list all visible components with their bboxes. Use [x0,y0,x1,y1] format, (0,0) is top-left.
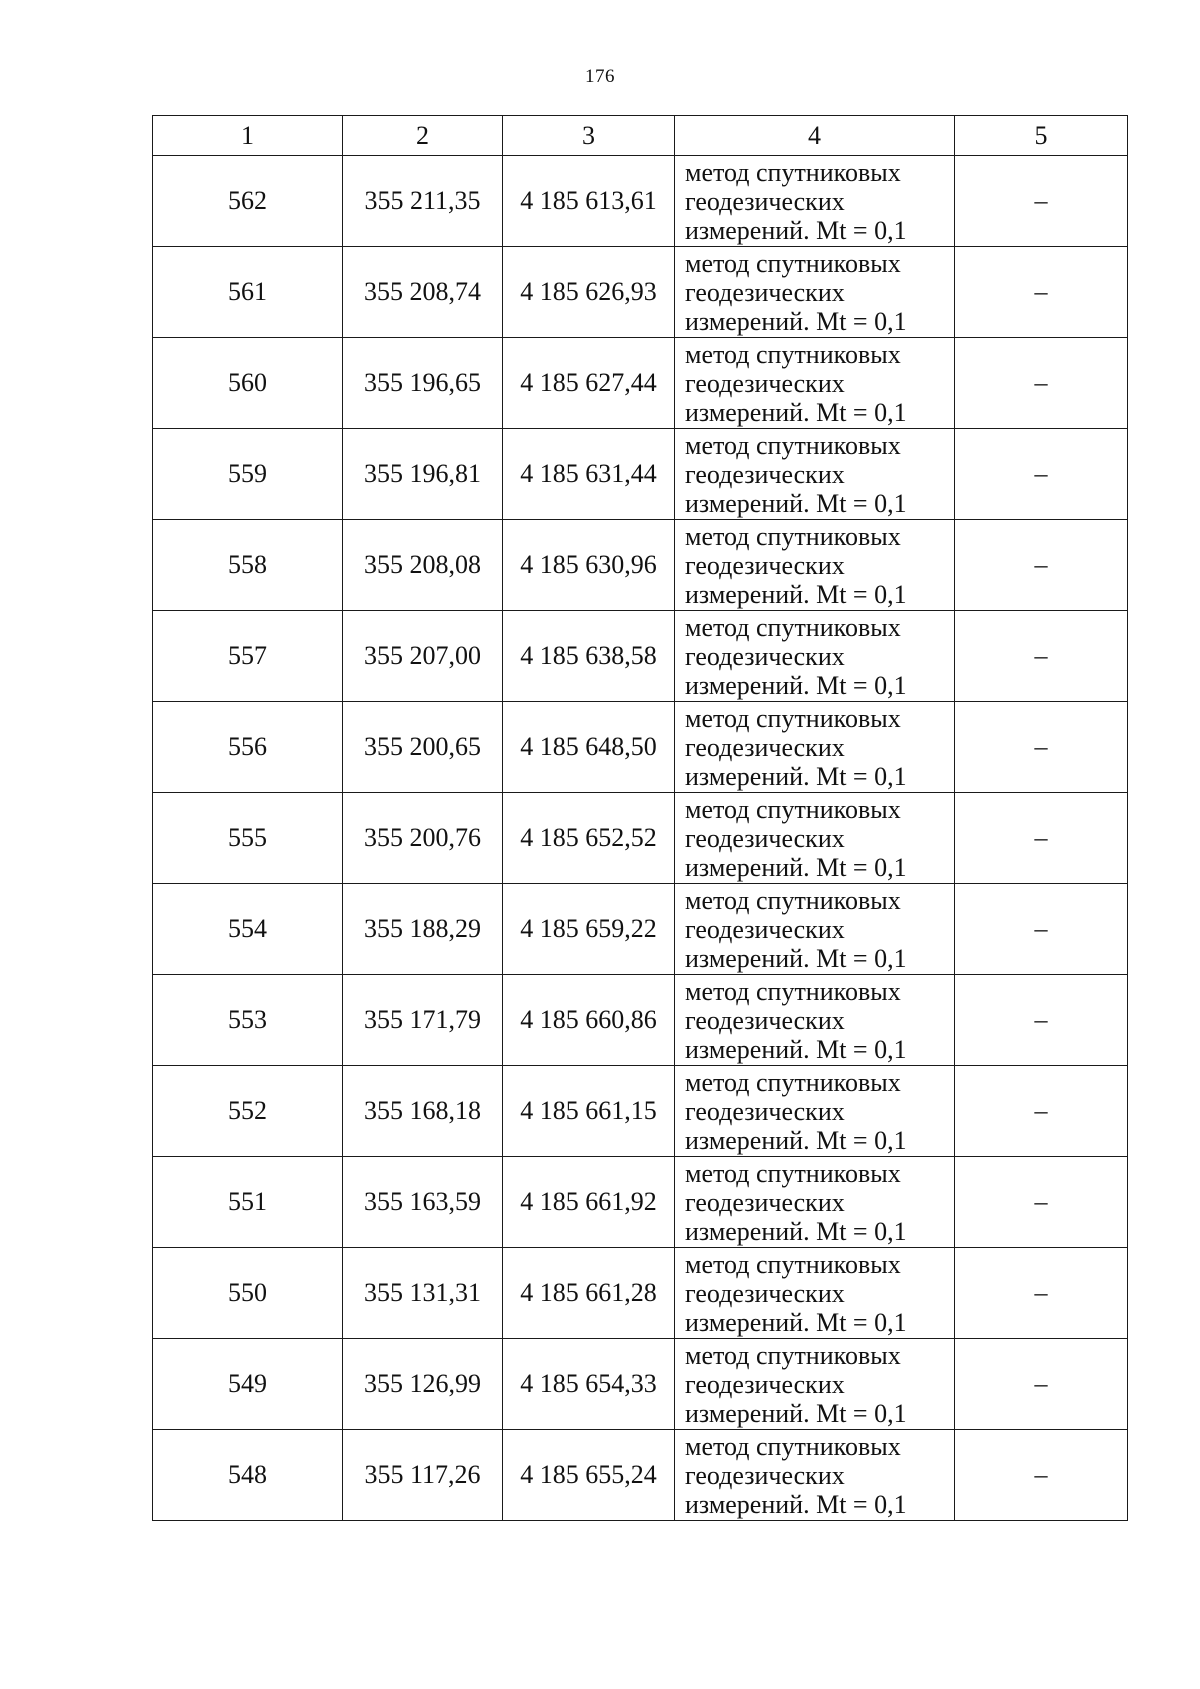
table-row [153,975,1128,1066]
method-line: геодезических [685,1096,845,1126]
y-coordinate-cell: 4 185 661,92 [503,1157,675,1248]
note-cell: – [955,793,1128,884]
method-line: геодезических [685,823,845,853]
method-line: геодезических [685,732,845,762]
method-line: метод спутниковых [685,339,901,369]
note-cell: – [955,156,1128,247]
note-cell: – [955,884,1128,975]
x-coordinate-cell: 355 200,76 [343,793,503,884]
y-coordinate-cell: 4 185 661,15 [503,1066,675,1157]
y-coordinate-cell: 4 185 626,93 [503,247,675,338]
method-line: метод спутниковых [685,1067,901,1097]
column-header-1: 1 [153,116,343,156]
table-row [153,429,1128,520]
point-number-cell: 558 [153,520,343,611]
note-cell: – [955,520,1128,611]
method-line: метод спутниковых [685,1249,901,1279]
y-coordinate-cell: 4 185 648,50 [503,702,675,793]
note-cell: – [955,1157,1128,1248]
table-row [153,247,1128,338]
point-number-cell: 554 [153,884,343,975]
y-coordinate-cell: 4 185 638,58 [503,611,675,702]
method-line: геодезических [685,1005,845,1035]
table-header-row [153,116,1128,156]
method-cell [675,1066,955,1157]
method-line: метод спутниковых [685,430,901,460]
point-number-cell: 562 [153,156,343,247]
method-cell [675,429,955,520]
method-line: метод спутниковых [685,703,901,733]
method-line: метод спутниковых [685,157,901,187]
method-line: метод спутниковых [685,1340,901,1370]
table-row [153,1248,1128,1339]
method-cell [675,1157,955,1248]
method-line: измерений. Mt = 0,1 [685,761,907,791]
point-number-cell: 549 [153,1339,343,1430]
x-coordinate-cell: 355 131,31 [343,1248,503,1339]
y-coordinate-cell: 4 185 661,28 [503,1248,675,1339]
point-number-cell: 556 [153,702,343,793]
column-header-5: 5 [955,116,1128,156]
method-line: геодезических [685,277,845,307]
method-line: метод спутниковых [685,1158,901,1188]
method-line: геодезических [685,459,845,489]
note-cell: – [955,975,1128,1066]
method-line: геодезических [685,1278,845,1308]
coordinates-table-container [152,115,1128,1521]
note-cell: – [955,1430,1128,1521]
method-line: измерений. Mt = 0,1 [685,852,907,882]
x-coordinate-cell: 355 117,26 [343,1430,503,1521]
method-line: измерений. Mt = 0,1 [685,1489,907,1519]
method-line: измерений. Mt = 0,1 [685,943,907,973]
method-cell [675,884,955,975]
method-line: метод спутниковых [685,248,901,278]
method-line: измерений. Mt = 0,1 [685,306,907,336]
note-cell: – [955,247,1128,338]
point-number-cell: 552 [153,1066,343,1157]
method-line: геодезических [685,368,845,398]
point-number-cell: 561 [153,247,343,338]
table-body [153,156,1128,1521]
x-coordinate-cell: 355 163,59 [343,1157,503,1248]
method-cell [675,520,955,611]
method-line: геодезических [685,641,845,671]
method-line: измерений. Mt = 0,1 [685,670,907,700]
table-row [153,1339,1128,1430]
x-coordinate-cell: 355 168,18 [343,1066,503,1157]
method-line: геодезических [685,186,845,216]
point-number-cell: 559 [153,429,343,520]
note-cell: – [955,1066,1128,1157]
method-line: геодезических [685,914,845,944]
method-cell [675,975,955,1066]
x-coordinate-cell: 355 207,00 [343,611,503,702]
method-cell [675,247,955,338]
table-row [153,793,1128,884]
y-coordinate-cell: 4 185 627,44 [503,338,675,429]
coordinates-table [152,115,1128,1521]
method-line: геодезических [685,1187,845,1217]
page-number: 176 [585,66,615,87]
y-coordinate-cell: 4 185 655,24 [503,1430,675,1521]
y-coordinate-cell: 4 185 613,61 [503,156,675,247]
point-number-cell: 548 [153,1430,343,1521]
method-line: измерений. Mt = 0,1 [685,1216,907,1246]
method-cell [675,156,955,247]
method-line: измерений. Mt = 0,1 [685,215,907,245]
table-row [153,884,1128,975]
y-coordinate-cell: 4 185 631,44 [503,429,675,520]
method-line: метод спутниковых [685,794,901,824]
method-cell [675,1430,955,1521]
method-cell [675,702,955,793]
note-cell: – [955,1339,1128,1430]
note-cell: – [955,1248,1128,1339]
table-row [153,611,1128,702]
table-row [153,1066,1128,1157]
point-number-cell: 553 [153,975,343,1066]
method-cell [675,1248,955,1339]
method-line: метод спутниковых [685,885,901,915]
table-row [153,520,1128,611]
method-line: метод спутниковых [685,521,901,551]
table-row [153,156,1128,247]
point-number-cell: 555 [153,793,343,884]
method-line: метод спутниковых [685,612,901,642]
x-coordinate-cell: 355 208,08 [343,520,503,611]
point-number-cell: 551 [153,1157,343,1248]
note-cell: – [955,611,1128,702]
point-number-cell: 557 [153,611,343,702]
method-line: измерений. Mt = 0,1 [685,579,907,609]
column-header-3: 3 [503,116,675,156]
method-line: метод спутниковых [685,1431,901,1461]
point-number-cell: 550 [153,1248,343,1339]
method-line: измерений. Mt = 0,1 [685,1034,907,1064]
method-cell [675,1339,955,1430]
x-coordinate-cell: 355 126,99 [343,1339,503,1430]
y-coordinate-cell: 4 185 660,86 [503,975,675,1066]
note-cell: – [955,702,1128,793]
table-row [153,338,1128,429]
table-row [153,1157,1128,1248]
x-coordinate-cell: 355 208,74 [343,247,503,338]
method-line: геодезических [685,1460,845,1490]
method-line: измерений. Mt = 0,1 [685,1125,907,1155]
method-line: геодезических [685,550,845,580]
note-cell: – [955,429,1128,520]
x-coordinate-cell: 355 196,81 [343,429,503,520]
column-header-4: 4 [675,116,955,156]
point-number-cell: 560 [153,338,343,429]
x-coordinate-cell: 355 200,65 [343,702,503,793]
method-line: геодезических [685,1369,845,1399]
method-line: измерений. Mt = 0,1 [685,1307,907,1337]
y-coordinate-cell: 4 185 630,96 [503,520,675,611]
table-row [153,1430,1128,1521]
method-line: измерений. Mt = 0,1 [685,397,907,427]
x-coordinate-cell: 355 211,35 [343,156,503,247]
column-header-2: 2 [343,116,503,156]
method-line: метод спутниковых [685,976,901,1006]
note-cell: – [955,338,1128,429]
y-coordinate-cell: 4 185 652,52 [503,793,675,884]
y-coordinate-cell: 4 185 659,22 [503,884,675,975]
method-cell [675,793,955,884]
table-row [153,702,1128,793]
method-cell [675,611,955,702]
method-cell [675,338,955,429]
method-line: измерений. Mt = 0,1 [685,488,907,518]
x-coordinate-cell: 355 171,79 [343,975,503,1066]
x-coordinate-cell: 355 188,29 [343,884,503,975]
method-line: измерений. Mt = 0,1 [685,1398,907,1428]
x-coordinate-cell: 355 196,65 [343,338,503,429]
y-coordinate-cell: 4 185 654,33 [503,1339,675,1430]
